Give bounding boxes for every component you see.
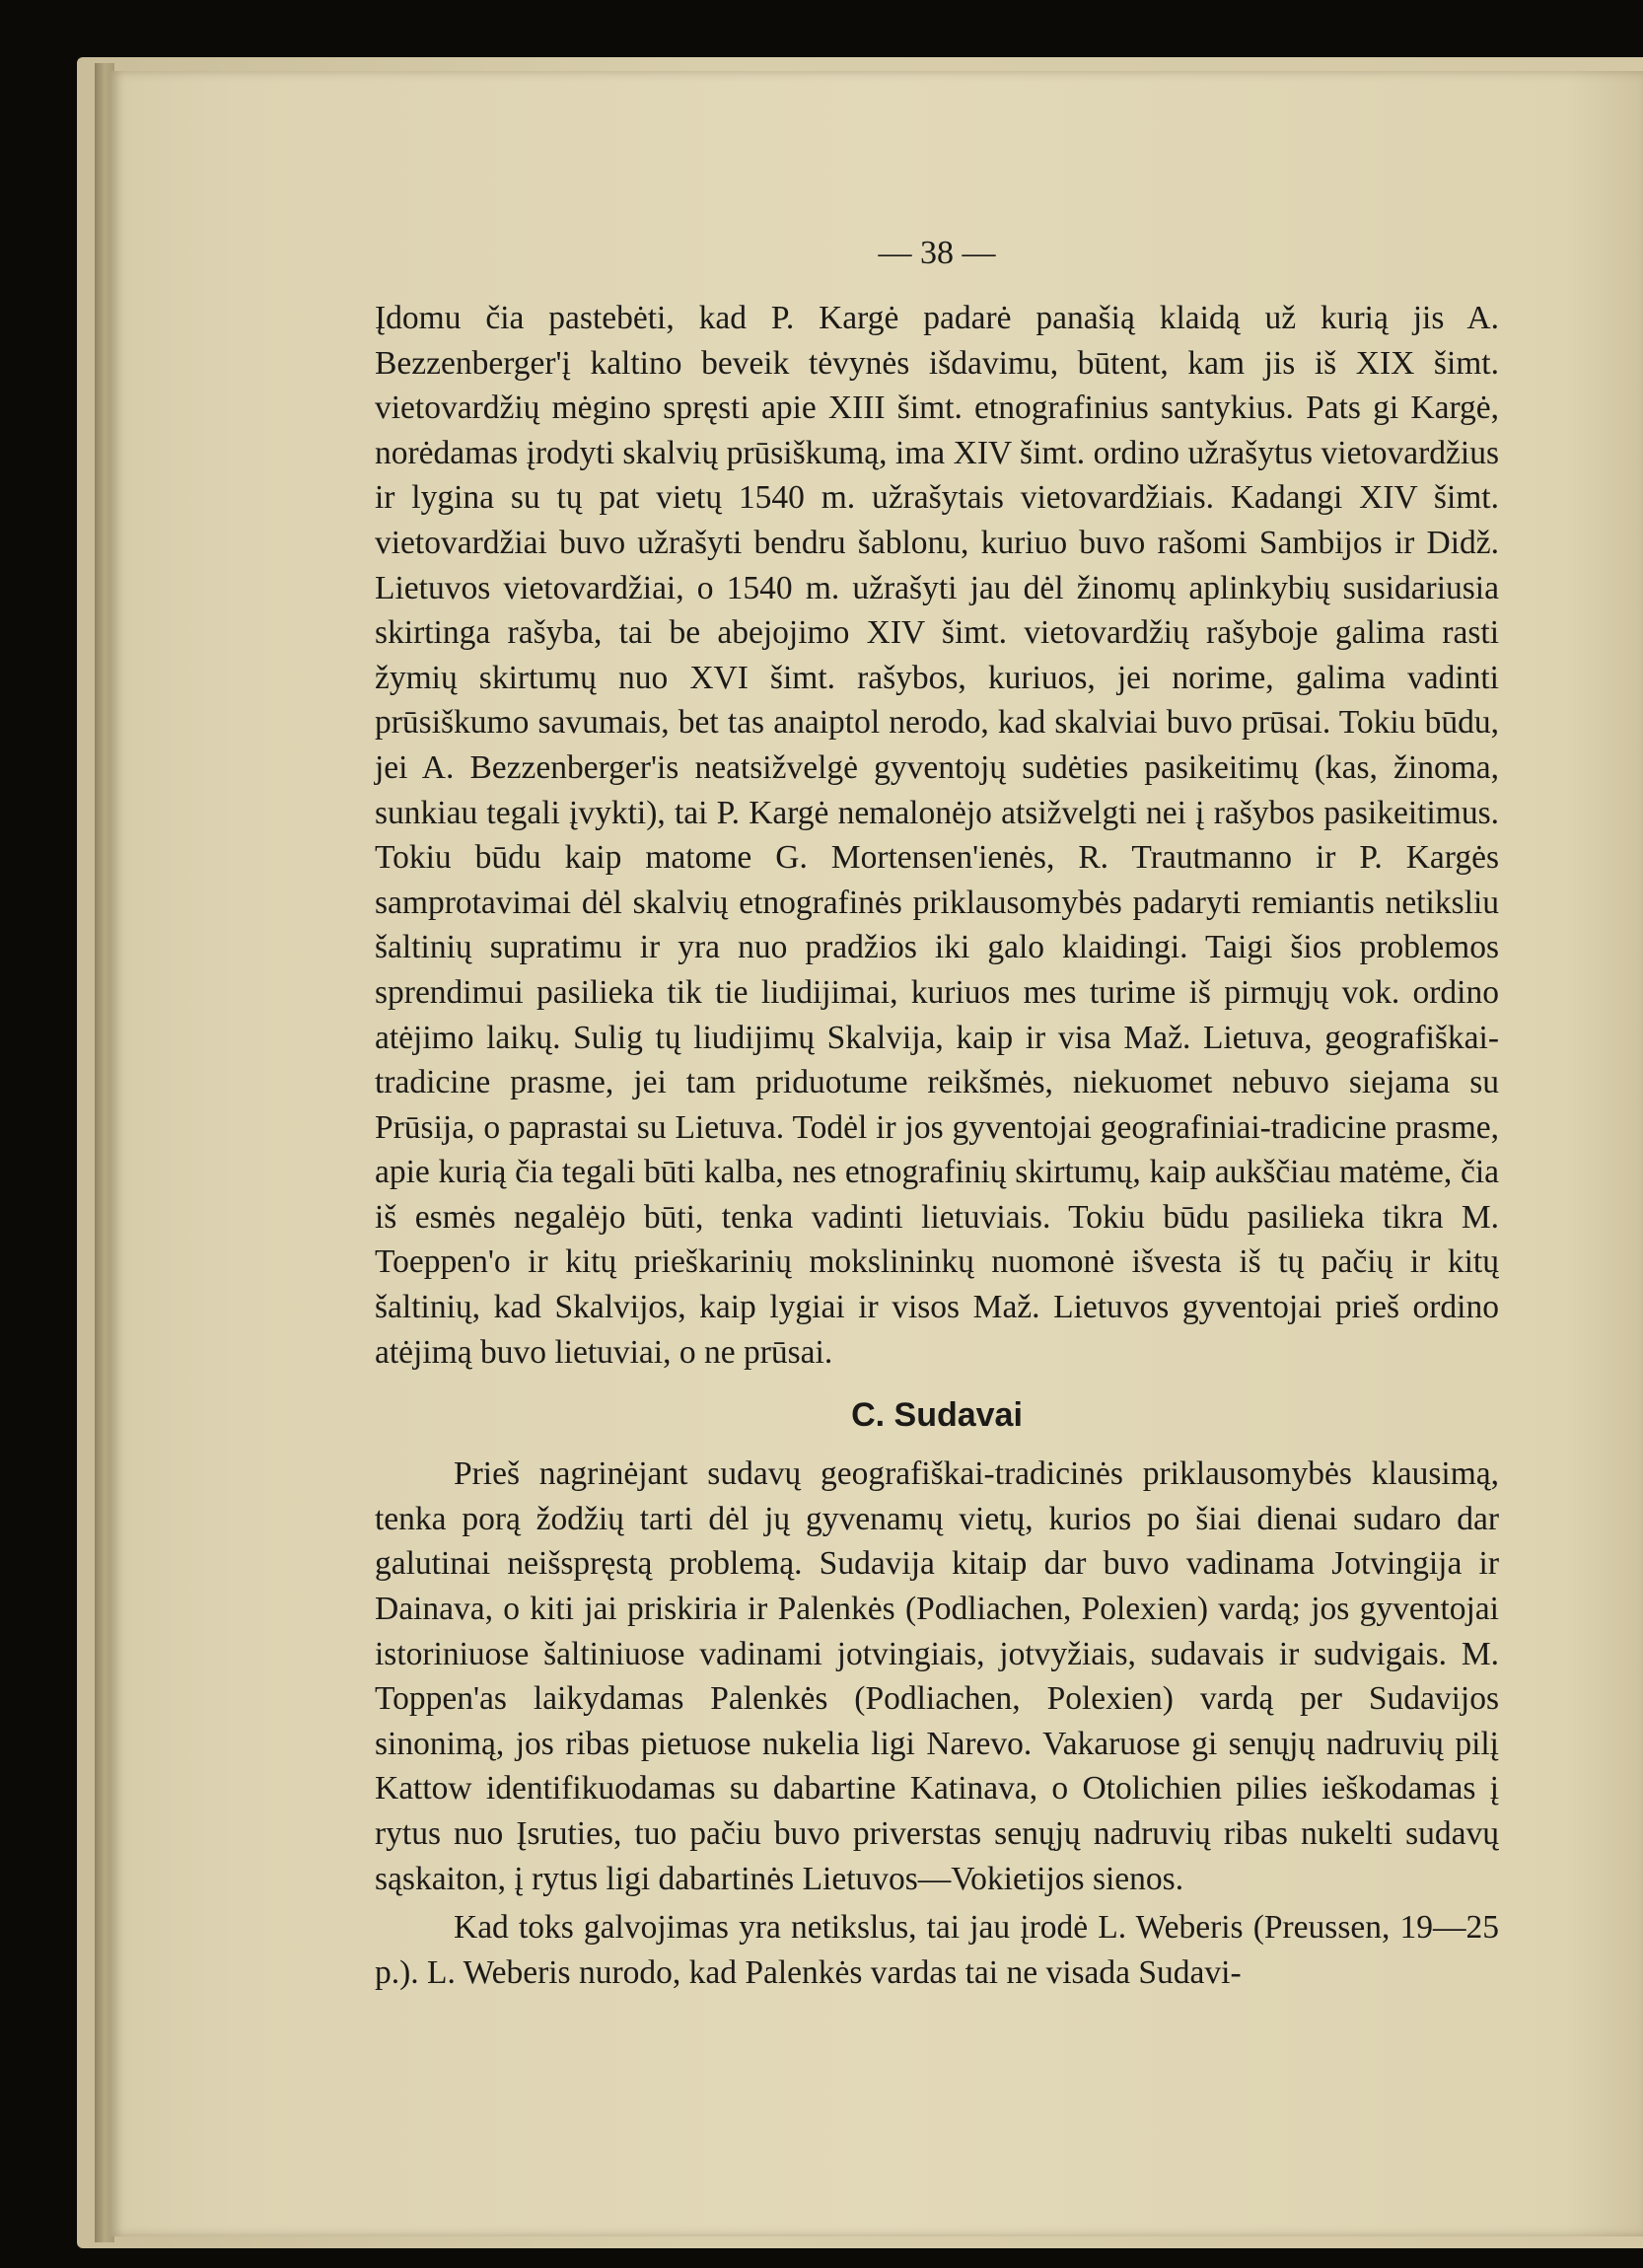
page-body: [375, 296, 1499, 1995]
section-heading: C. Sudavai: [851, 1396, 1023, 1435]
paragraph-sudavai: Prieš nagrinėjant sudavų geografiškai-tradicinės priklausomybės klausimą, tenka porą žodžių tarti dėl jų gyvenamų vietų, kurios po šiai dienai sudaro dar galutinai neišspręstą problemą. Sudavija kitaip dar buvo vadinama Jotvingija ir Dainava, o kiti jai priskiria ir Palenkės (Podliachen, Polexien) vardą; jos gyventojai istoriniuose šaltiniuose vadinami jotvingiais, jotvyžiais, sudavais ir sudvigais. M. Toppen'as laikydamas Palenkės (Podliachen, Polexien) vardą per Sudavijos sinonimą, jos ribas pietuose nukelia ligi Narevo. Vakaruose gi senųjų nadruvių pilį Kattow identifikuodamas su dabartine Katinava, o Otolichien pilies ieškodamas į rytus nuo Įsruties, tuo pačiu buvo priverstas senųjų nadruvių ribas nukelti sudavų sąskaiton, į rytus ligi dabartinės Lietuvos—Vokietijos sienos.: [375, 1455, 1499, 1897]
page-number: — 38 —: [878, 235, 996, 271]
paragraph-intro: Įdomu čia pastebėti, kad P. Kargė padarė panašią klaidą už kurią jis A. Bezzenberger'į kaltino beveik tėvynės išdavimu, būtent, kam jis iš XIX šimt. vietovardžių mėgino spręsti apie XIII šimt. etnografinius santykius. Pats gi Kargė, norėdamas įrodyti skalvių prūsiškumą, ima XIV šimt. ordino užrašytus vietovardžius ir lygina su tų pat vietų 1540 m. užrašytais vietovardžiais. Kadangi XIV šimt. vietovardžiai buvo užrašyti bendru šablonu, kuriuo buvo rašomi Sambijos ir Didž. Lietuvos vietovardžiai, o 1540 m. užrašyti jau dėl žinomų aplinkybių susidariusia skirtinga rašyba, tai be abejojimo XIV šimt. vietovardžių rašyboje galima rasti žymių skirtumų nuo XVI šimt. rašybos, kuriuos, jei norime, galima vadinti prūsiškumo savumais, bet tas anaiptol nerodo, kad skalviai buvo prūsai. Tokiu būdu, jei A. Bezzenberger'is neatsižvelgė gyventojų sudėties pasikeitimų (kas, žinoma, sunkiau tegali įvykti), tai P. Kargė nemalonėjo atsižvelgti nei į rašybos pasikeitimus. Tokiu būdu kaip matome G. Mortensen'ienės, R. Trautmanno ir P. Kargės samprotavimai dėl skalvių etnografinės priklausomybės padaryti remiantis netiksliu šaltinių supratimu ir yra nuo pradžios iki galo klaidingi. Taigi šios problemos sprendimui pasilieka tik tie liudijimai, kuriuos mes turime iš pirmųjų vok. ordino atėjimo laikų. Sulig tų liudijimų Skalvija, kaip ir visa Maž. Lietuva, geografiškai-tradicine prasme, jei tam priduotume reikšmės, niekuomet nebuvo siejama su Prūsija, o paprastai su Lietuva. Todėl ir jos gyventojai geografiniai-tradicine prasme, apie kurią čia tegali būti kalba, nes etnografinių skirtumų, kaip aukščiau matėme, čia iš esmės negalėjo būti, tenka vadinti lietuviais. Tokiu būdu pasilieka tikra M. Toeppen'o ir kitų prieškarinių mokslininkų nuomonė išvesta iš tų pačių ir kitų šaltinių, kad Skalvijos, kaip lygiai ir visos Maž. Lietuvos gyventojai prieš ordino atėjimą buvo lietuviai, o ne prūsai.: [375, 300, 1499, 1371]
paragraph-weberis: Kad toks galvojimas yra netikslus, tai jau įrodė L. Weberis (Preussen, 19—25 p.). L. Weberis nurodo, kad Palenkės vardas tai ne visada Sudavi-: [375, 1909, 1499, 1991]
